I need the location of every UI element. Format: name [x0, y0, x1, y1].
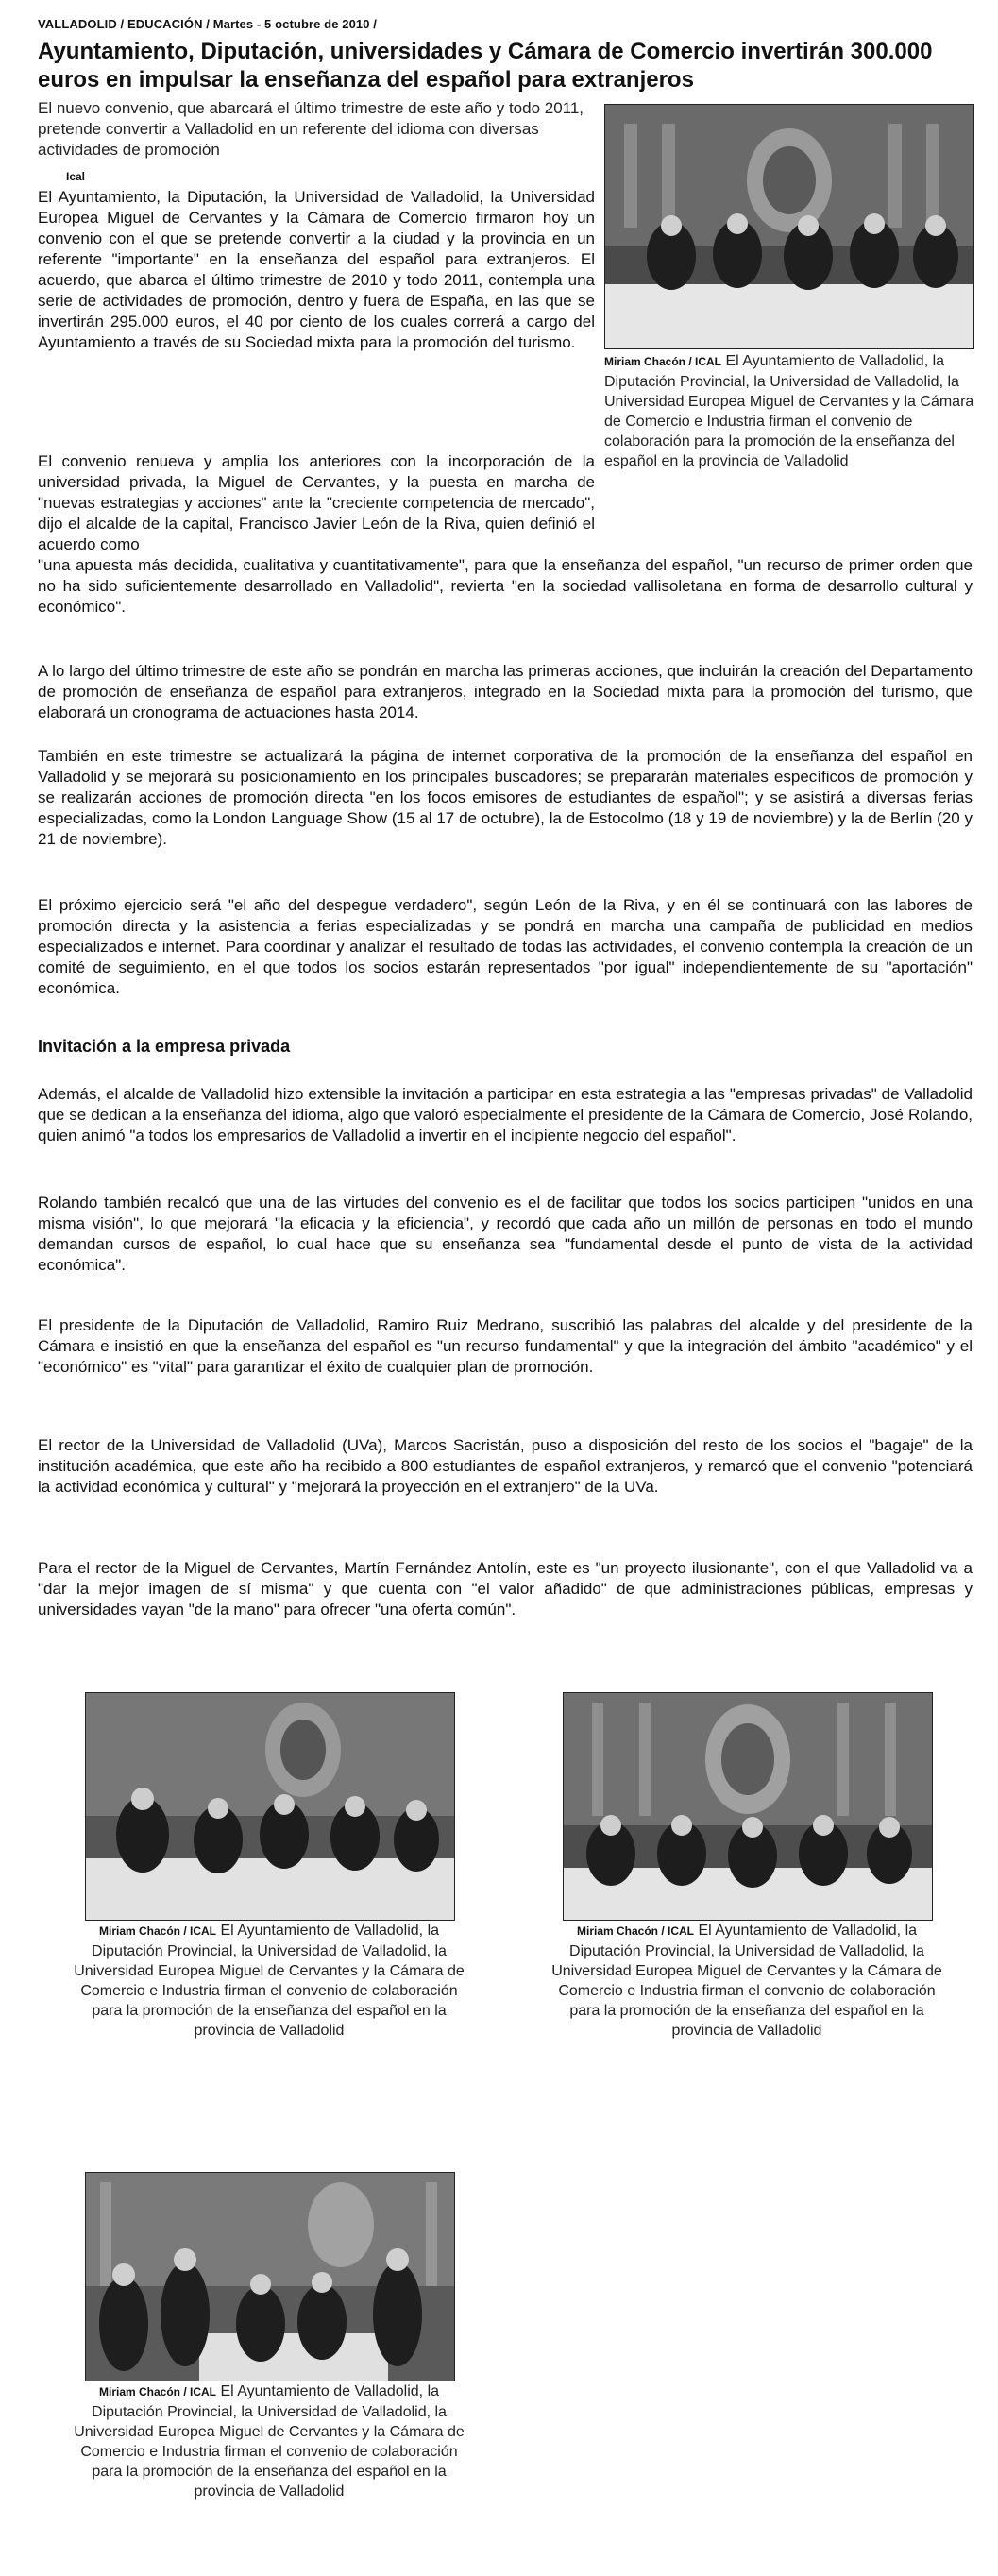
photo-credit: Miriam Chacón / ICAL	[98, 1924, 216, 1938]
paragraph-1: El Ayuntamiento, la Diputación, la Universidad de Valladolid, la Universidad Europea Miguel de Cervantes y la Cámara de Comercio firmaron hoy un convenio con el que se pretende convertir a la ciudad y la provincia en un referente "importante" en la enseñanza del español para extranjeros. El acuerdo, que abarca el último trimestre de 2010 y todo 2011, contempla una serie de actividades de promoción, dentro y fuera de España, en las que se invertirán 295.000 euros, el 40 por ciento de los cuales correrá a cargo del Ayuntamiento a través de su Sociedad mixta para la promoción del turismo.	[38, 188, 595, 351]
paragraph-3: A lo largo del último trimestre de este año se pondrán en marcha las primeras acciones, que incluirán la creación del Departamento de promoción de enseñanza de español para extranjeros, integrado en la Sociedad mixta para la promoción del turismo, que elaborará un cronograma de actuaciones hasta 2014.	[38, 662, 973, 721]
paragraph-6: Además, el alcalde de Valladolid hizo extensible la invitación a participar en esta estrategia a las "empresas privadas" de Valladolid que se dedican a la enseñanza del idioma, algo que valoró especialmente el presidente de la Cámara de Comercio, José Rolando, quien animó "a todos los empresarios de Valladolid a invertir en el incipiente negocio del español".	[38, 1085, 973, 1144]
paragraph-9: El rector de la Universidad de Valladolid (UVa), Marcos Sacristán, puso a disposición del resto de los socios el "bagaje" de la institución académica, que este año ha recibido a 800 estudiantes de español extranjeros, y remarcó que el convenio "potenciará la actividad económica y cultural" y "mejorará la proyección en el extranjero" de la UVa.	[38, 1436, 973, 1496]
photo-signing-2	[85, 1692, 455, 1921]
photo-caption-3	[544, 1921, 950, 2041]
photo-caption-4	[66, 2381, 472, 2501]
photo-caption-2	[66, 1921, 472, 2041]
photo-caption-text: El Ayuntamiento de Valladolid, la Diputación Provincial, la Universidad de Valladolid, la Universidad Europea Miguel de Cervantes y la Cámara de Comercio e Industria firman el convenio de colaboración para la promoción de la enseñanza del español en la provincia de Valladolid	[74, 1923, 465, 2039]
paragraph-2a: El convenio renueva y amplia los anteriores con la incorporación de la universidad privada, la Miguel de Cervantes, y la puesta en marcha de "nuevas estrategias y acciones" ante la "creciente competencia de mercado", dijo el alcalde de la capital, Francisco Javier León de la Riva, quien definió el acuerdo como	[38, 452, 595, 553]
photo-caption-text: El Ayuntamiento de Valladolid, la Diputación Provincial, la Universidad de Valladolid, la Universidad Europea Miguel de Cervantes y la Cámara de Comercio e Industria firman el convenio de colaboración para la promoción de la enseñanza del español en la provincia de Valladolid	[74, 2383, 465, 2500]
paragraph-10: Para el rector de la Miguel de Cervantes, Martín Fernández Antolín, este es "un proyecto ilusionante", con el que Valladolid va a "dar la mejor imagen de sí misma" y que cuenta con "el valor añadido" de que administraciones públicas, empresas y universidades vayan "de la mano" para ofrecer "una oferta común".	[38, 1559, 973, 1618]
paragraph-8: El presidente de la Diputación de Valladolid, Ramiro Ruiz Medrano, suscribió las palabras del alcalde y del presidente de la Cámara e insistió en que la enseñanza del español es "un recurso fundamental" y que la integración del ámbito "académico" y el "económico" es "vital" para garantizar el éxito de cualquier plan de promoción.	[38, 1316, 973, 1376]
photo-signing-3	[563, 1692, 933, 1921]
photo-credit: Miriam Chacón / ICAL	[98, 2385, 216, 2398]
photo-credit: Miriam Chacón / ICAL	[604, 355, 722, 368]
paragraph-2b: "una apuesta más decidida, cualitativa y cuantitativamente", para que la enseñanza del español, "un recurso de primer orden que no ha sido suficientemente desarrollado en Valladolid", revierta "en la sociedad vallisoletana en forma de desarrollo cultural y económico".	[38, 556, 973, 616]
dateline: VALLADOLID / EDUCACIÓN / Martes - 5 octubre de 2010 /	[38, 17, 378, 31]
paragraph-4: También en este trimestre se actualizará la página de internet corporativa de la promoción de la enseñanza del español en Valladolid y se mejorará su posicionamiento en los principales buscadores; se prepararán materiales específicos de promoción y se realizarán acciones de promoción directa "en los focos emisores de estudiantes de español"; y se asistirá a diversas ferias especializadas, como la London Language Show (15 al 17 de octubre), la de Estocolmo (18 y 19 de noviembre) y la de Berlín (20 y 21 de noviembre).	[38, 747, 973, 848]
paragraph-5: El próximo ejercicio será "el año del despegue verdadero", según León de la Riva, y en él se continuará con las labores de promoción directa y la asistencia a ferias especializadas y se pondrá en marcha una campaña de publicidad en medios especializados e internet. Para coordinar y analizar el resultado de todas las actividades, el convenio contempla la creación de un comité de seguimiento, en el que todos los socios estarán representados "por igual" independientemente de su "aportación" económica.	[38, 896, 973, 997]
photo-caption-1	[604, 351, 977, 471]
photo-signing-4	[85, 2172, 455, 2381]
paragraph-7: Rolando también recalcó que una de las virtudes del convenio es el de facilitar que todos los socios participen "unidos en una misma visión", lo que mejorará "la eficacia y la eficiencia", y recordó que cada año un millón de personas en todo el mundo demandan cursos de español, lo cual hace que su enseñanza sea "fundamental desde el punto de vista de la actividad económica".	[38, 1194, 973, 1274]
photo-caption-text: El Ayuntamiento de Valladolid, la Diputación Provincial, la Universidad de Valladolid, la Universidad Europea Miguel de Cervantes y la Cámara de Comercio e Industria firman el convenio de colaboración para la promoción de la enseñanza del español en la provincia de Valladolid	[604, 353, 974, 469]
byline: Ical	[66, 170, 86, 183]
photo-credit: Miriam Chacón / ICAL	[576, 1924, 694, 1938]
lead: El nuevo convenio, que abarcará el último trimestre de este año y todo 2011, pretende convertir a Valladolid en un referente del idioma con diversas actividades de promoción	[38, 99, 584, 159]
headline: Ayuntamiento, Diputación, universidades y Cámara de Comercio invertirán 300.000 euros en impulsar la enseñanza del español para extranjeros	[38, 39, 933, 93]
photo-caption-text: El Ayuntamiento de Valladolid, la Diputación Provincial, la Universidad de Valladolid, la Universidad Europea Miguel de Cervantes y la Cámara de Comercio e Industria firman el convenio de colaboración para la promoción de la enseñanza del español en la provincia de Valladolid	[551, 1923, 942, 2039]
subhead: Invitación a la empresa privada	[38, 1037, 291, 1056]
photo-signing-1	[604, 104, 974, 349]
